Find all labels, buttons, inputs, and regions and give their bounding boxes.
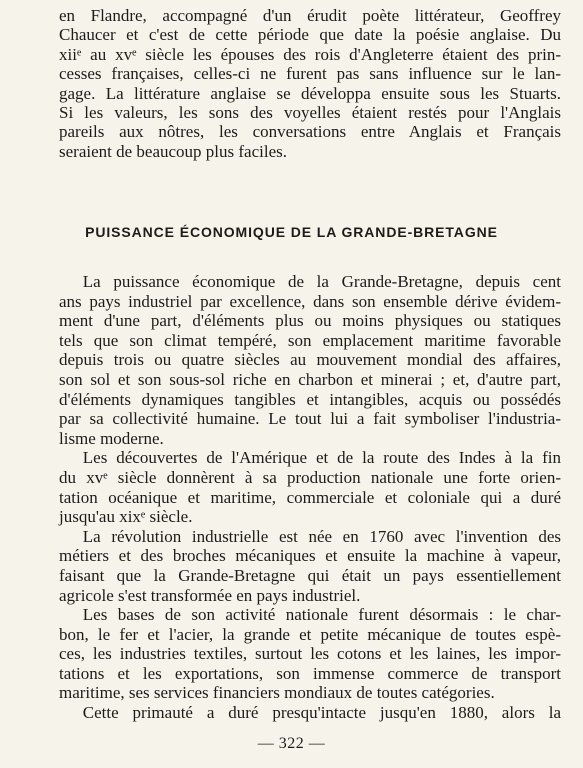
text-line: du xvᵉ siècle donnèrent à sa production nationale une forte orien- bbox=[59, 467, 561, 487]
text-line: Chaucer et c'est de cette période que date la poésie anglaise. Du bbox=[59, 25, 561, 45]
text-line: Si les valeurs, les sons des voyelles étaient restés pour l'Anglais bbox=[59, 103, 561, 123]
text-line: depuis trois ou quatre siècles au mouvement mondial des affaires, bbox=[59, 350, 561, 370]
text-line: en Flandre, accompagné d'un érudit poète littérateur, Geoffrey bbox=[59, 6, 561, 25]
text-line: tations et les exportations, son immense commerce de transport bbox=[59, 663, 561, 683]
text-line: bon, le fer et l'acier, la grande et petite mécanique de toutes espè- bbox=[59, 624, 561, 644]
text-line: tels que son climat tempéré, son emplacement maritime favorable bbox=[59, 330, 561, 350]
text-line: par sa collectivité humaine. Le tout lui a fait symboliser l'industria- bbox=[59, 409, 561, 429]
text-line: La puissance économique de la Grande-Bretagne, depuis cent bbox=[82, 272, 561, 291]
section-body bbox=[59, 272, 561, 723]
text-line: Cette primauté a duré presqu'intacte jusqu'en 1880, alors la bbox=[82, 703, 561, 723]
text-line: faisant que la Grande-Bretagne qui était un pays essentiellement bbox=[59, 565, 561, 585]
intro-paragraph bbox=[59, 6, 561, 161]
text-line: tation océanique et maritime, commerciale et coloniale qui a duré bbox=[59, 487, 561, 507]
text-line: seraient de beaucoup plus faciles. bbox=[59, 141, 287, 161]
text-line: son sol et son sous-sol riche en charbon et minerai ; et, d'autre part, bbox=[59, 369, 561, 389]
text-line: xiiᵉ au xvᵉ siècle les épouses des rois d'Angleterre étaient des prin- bbox=[59, 44, 561, 64]
text-line: lisme moderne. bbox=[59, 428, 164, 448]
text-line: jusqu'au xixᵉ siècle. bbox=[59, 507, 193, 527]
page-number: — 322 — bbox=[257, 735, 326, 752]
section-heading: PUISSANCE ÉCONOMIQUE DE LA GRANDE-BRETAGNE bbox=[85, 224, 498, 240]
text-line: Les découvertes de l'Amérique et de la route des Indes à la fin bbox=[82, 448, 561, 468]
text-line: Les bases de son activité nationale furent désormais : le char- bbox=[82, 605, 561, 625]
text-line: cesses françaises, celles-ci ne furent pas sans influence sur le lan- bbox=[59, 64, 561, 84]
text-line: La révolution industrielle est née en 1760 avec l'invention des bbox=[82, 526, 561, 546]
text-line: ment d'une part, d'éléments plus ou moins physiques ou statiques bbox=[59, 311, 561, 331]
text-line: gage. La littérature anglaise se développa ensuite sous les Stuarts. bbox=[59, 83, 561, 103]
text-line: ans pays industriel par excellence, dans son ensemble dérive évidem- bbox=[59, 291, 561, 311]
text-line: métiers et des broches mécaniques et ensuite la machine à vapeur, bbox=[59, 546, 561, 566]
text-line: pareils aux nôtres, les conversations entre Anglais et Français bbox=[59, 122, 561, 142]
text-line: agricole s'est transformée en pays industriel. bbox=[59, 585, 361, 605]
text-line: ces, les industries textiles, surtout les cotons et les laines, les impor- bbox=[59, 644, 561, 664]
text-line: maritime, ses services financiers mondiaux de toutes catégories. bbox=[59, 683, 495, 703]
text-line: d'éléments dynamiques tangibles et intangibles, acquis ou possédés bbox=[59, 389, 561, 409]
